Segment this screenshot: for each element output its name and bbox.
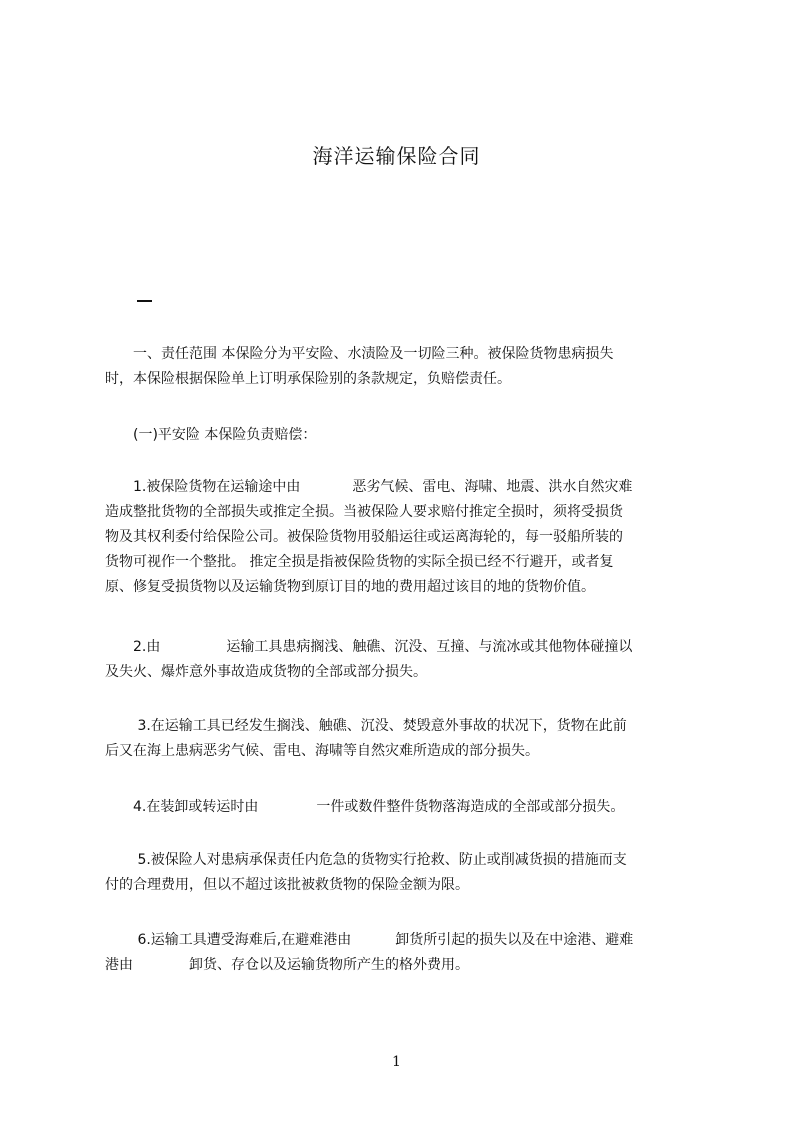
page-number: 1 xyxy=(392,1054,401,1070)
text-line: 原、修复受损货物以及运输货物到原订目的地的费用超过该目的地的货物价值。 xyxy=(105,579,595,595)
text-line: 时，本保险根据保险单上订明承保险别的条款规定，负赔偿责任。 xyxy=(105,371,511,387)
text-line xyxy=(105,635,713,660)
text-line: 及失火、爆炸意外事故造成货物的全部或部分损失。 xyxy=(105,664,427,680)
text-line: 5.被保险人对患病承保责任内危急的货物实行抢救、防止或削减货损的措施而支 xyxy=(105,852,627,868)
text-line xyxy=(105,953,713,978)
text-line: 付的合理费用，但以不超过该批被救货物的保险金额为限。 xyxy=(105,877,469,893)
paragraph-item-2 xyxy=(105,635,713,685)
paragraph-item-6 xyxy=(105,928,713,978)
text-line: 3.在运输工具已经发生搁浅、触礁、沉没、焚毁意外事故的状况下，货物在此前 xyxy=(105,718,627,734)
text-line xyxy=(105,928,713,953)
text-line xyxy=(105,475,713,500)
paragraph-item-5 xyxy=(105,848,713,898)
section-marker xyxy=(137,300,152,302)
text-segment: 港由 xyxy=(105,957,133,973)
text-segment: 卸货所引起的损失以及在中途港、避难 xyxy=(395,932,634,948)
text-segment: 1.被保险货物在运输途中由 xyxy=(105,479,301,495)
text-segment: 一件或数件整件货物落海造成的全部或部分损失。 xyxy=(316,799,625,815)
text-line: 后又在海上患病恶劣气候、雷电、海啸等自然灾难所造成的部分损失。 xyxy=(105,743,539,759)
text-line: (一)平安险 本保险负责赔偿： xyxy=(105,427,317,443)
text-line: 造成整批货物的全部损失或推定全损。当被保险人要求赔付推定全损时，须将受损货 xyxy=(105,504,623,520)
text-line: 货物可视作一个整批。 推定全损是指被保险货物的实际全损已经不行避开，或者复 xyxy=(105,554,614,570)
document-title: 海洋运输保险合同 xyxy=(312,144,481,168)
paragraph-item-1 xyxy=(105,475,713,600)
paragraph-basic-coverage xyxy=(105,423,713,448)
text-segment: 运输工具患病搁浅、触礁、沉没、互撞、与流冰或其他物体碰撞以 xyxy=(226,639,633,655)
text-line: 一、责任范围 本保险分为平安险、水渍险及一切险三种。被保险货物患病损失 xyxy=(105,346,614,362)
text-segment: 6.运输工具遭受海难后,在避难港由 xyxy=(105,932,352,948)
text-line: 物及其权利委付给保险公司。被保险货物用驳船运往或运离海轮的，每一驳船所装的 xyxy=(105,529,623,545)
text-segment: 2.由 xyxy=(105,639,161,655)
paragraph-scope xyxy=(105,342,713,392)
text-segment: 卸货、存仓以及运输货物所产生的格外费用。 xyxy=(189,957,469,973)
text-segment: 4.在装卸或转运时由 xyxy=(105,799,259,815)
text-segment: 恶劣气候、雷电、海啸、地震、洪水自然灾难 xyxy=(352,479,633,495)
text-line xyxy=(105,795,713,820)
paragraph-item-4 xyxy=(105,795,713,820)
paragraph-item-3 xyxy=(105,714,713,764)
